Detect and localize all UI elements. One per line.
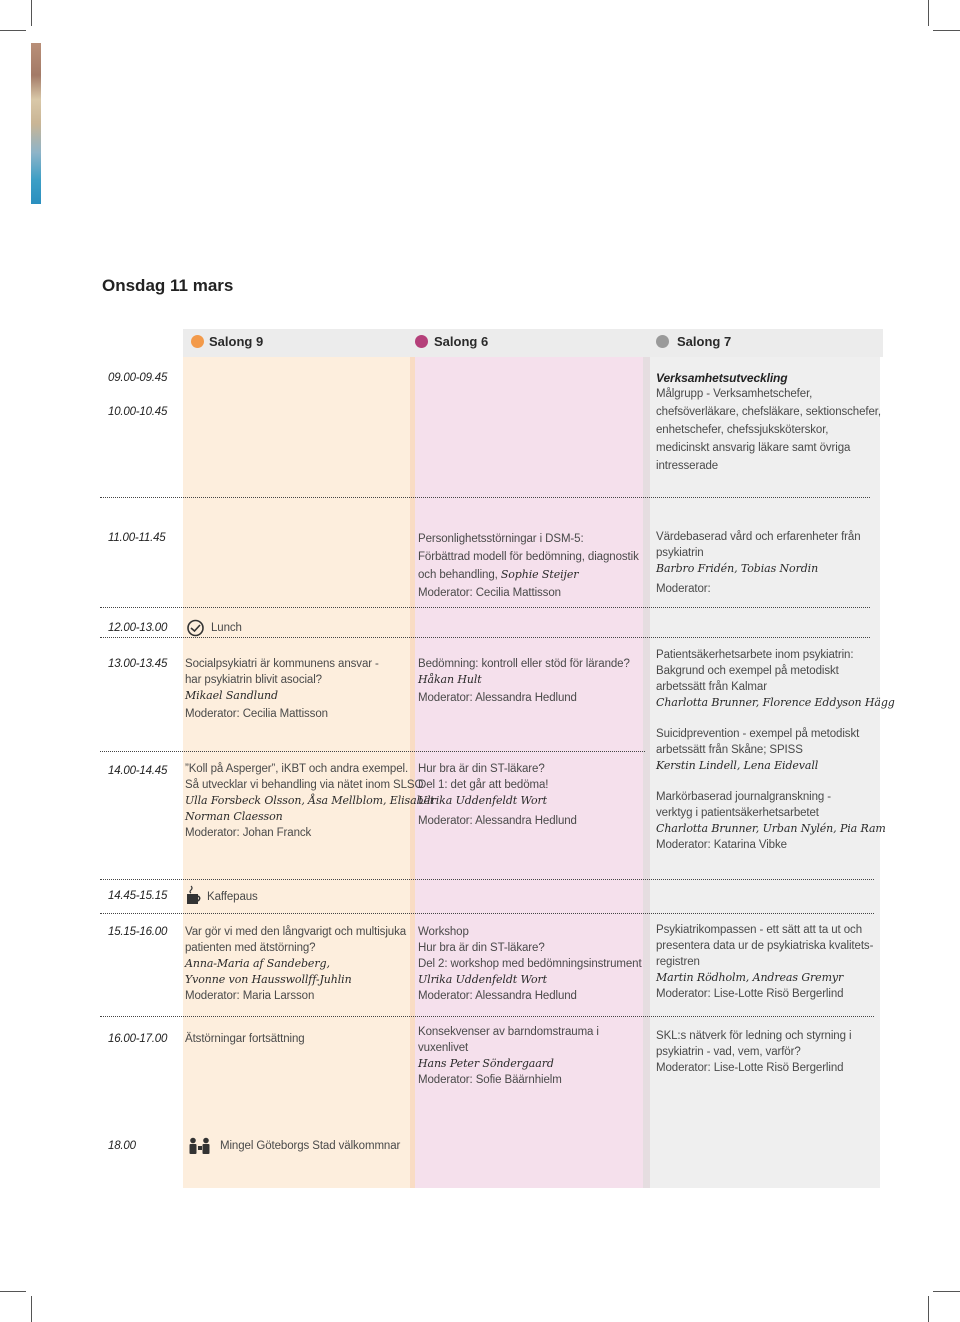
session-psykiatrikompassen: [656, 922, 873, 1002]
speaker: Ulrika Uddenfeldt Wort: [418, 973, 547, 986]
crop-mark: [933, 30, 960, 31]
separator: [100, 637, 870, 638]
text-line: Markörbaserad journalgranskning -: [656, 791, 832, 803]
moderator: Moderator: Cecilia Mattisson: [185, 708, 328, 720]
session-suicidprevention: [656, 726, 859, 774]
time-slot: 14.45-15.15: [108, 890, 168, 902]
session-patientsakerhet: [656, 647, 895, 711]
page-edge-photo: [31, 43, 41, 204]
clock-icon: [186, 619, 205, 637]
speaker: Mikael Sandlund: [185, 689, 278, 702]
salong9-dot-icon: [191, 335, 204, 348]
column-divider: [643, 357, 650, 1188]
speaker: Anna-Maria af Sandeberg,: [185, 957, 330, 970]
speaker: Charlotta Brunner, Urban Nylén, Pia Ram: [656, 822, 886, 835]
moderator: Moderator: Maria Larsson: [185, 990, 315, 1002]
kaffepaus-label: Kaffepaus: [207, 891, 258, 903]
crop-mark: [0, 1291, 26, 1292]
text-line: Personlighetsstörningar i DSM-5:: [418, 533, 584, 545]
speaker: Hans Peter Söndergaard: [418, 1057, 554, 1070]
session-skl-natverk: [656, 1028, 851, 1076]
crop-mark: [933, 1291, 960, 1292]
text-line: chefsöverläkare, chefsläkare, sektionschefer,: [656, 406, 881, 418]
time-slot: 09.00-09.45: [108, 372, 168, 384]
moderator: Moderator: Katarina Vibke: [656, 839, 787, 851]
text-line: Hur bra är din ST-läkare?: [418, 942, 545, 954]
text-line: och behandling,: [418, 569, 498, 581]
mingel-label: Mingel Göteborgs Stad välkommnar: [220, 1140, 401, 1152]
moderator: Moderator: Sofie Bäärnhielm: [418, 1074, 562, 1086]
text-line: Patientsäkerhetsarbete inom psykiatrin:: [656, 649, 854, 661]
time-slot: 10.00-10.45: [108, 406, 168, 418]
speaker: Håkan Hult: [418, 673, 482, 686]
moderator: Moderator: Johan Franck: [185, 827, 312, 839]
moderator: Moderator: Alessandra Hedlund: [418, 815, 577, 827]
speaker: Sophie Steijer: [500, 568, 579, 581]
session-st-lakare-1: [418, 761, 577, 829]
text-line: presentera data ur de psykiatriska kvalitets-: [656, 940, 874, 952]
crop-mark: [928, 1296, 929, 1322]
salong6-dot-icon: [415, 335, 428, 348]
people-icon: [187, 1137, 213, 1155]
room-header-bar: [183, 329, 883, 357]
speaker: Ulla Forsbeck Olsson, Åsa Mellblom, Elisabet: [185, 794, 435, 807]
session-bedomning: [418, 656, 630, 706]
text-line: ”Koll på Asperger”, iKBT och andra exempel.: [185, 763, 409, 775]
text-line: Bedömning: kontroll eller stöd för lärande?: [418, 658, 630, 670]
text-line: psykiatrin - vad, vem, varför?: [656, 1046, 801, 1058]
text-line: medicinskt ansvarig läkare samt övriga: [656, 442, 851, 454]
session-markorbaserad: [656, 789, 886, 853]
text-line: SKL:s nätverk för ledning och styrning i: [656, 1030, 852, 1042]
session-dsm5: [418, 531, 639, 601]
text-line: Så utvecklar vi behandling via nätet inom SLSO: [185, 779, 424, 791]
speaker: Kerstin Lindell, Lena Eidevall: [656, 759, 819, 772]
crop-mark: [0, 30, 26, 31]
speaker: Martin Rödholm, Andreas Gremyr: [656, 971, 844, 984]
text-line: Socialpsykiatri är kommunens ansvar -: [185, 658, 379, 670]
session-atstorningar-fortsattning: Ätstörningar fortsättning: [185, 1033, 305, 1045]
text-line: Suicidprevention - exempel på metodiskt: [656, 728, 860, 740]
room-salong7: Salong 7: [677, 334, 732, 349]
separator: [100, 607, 870, 608]
session-title: Verksamhetsutveckling: [656, 371, 788, 385]
text-line: vuxenlivet: [418, 1042, 469, 1054]
moderator: Moderator: Lise-Lotte Risö Bergerlind: [656, 988, 844, 1000]
time-slot: 14.00-14.45: [108, 765, 168, 777]
session-socialpsykiatri: [185, 656, 379, 722]
session-barndomstrauma: [418, 1024, 599, 1088]
crop-mark: [928, 0, 929, 26]
text-line: Hur bra är din ST-läkare?: [418, 763, 545, 775]
text-line: arbetssätt från Skåne; SPISS: [656, 744, 803, 756]
text-line: Värdebaserad vård och erfarenheter från: [656, 531, 861, 543]
speaker: Norman Claesson: [185, 810, 283, 823]
page-title: Onsdag 11 mars: [102, 276, 234, 295]
separator: [100, 1016, 874, 1017]
session-asperger: [185, 761, 434, 841]
text-line: Målgrupp - Verksamhetschefer,: [656, 388, 813, 400]
text-line: Del 1: det går att bedöma!: [418, 779, 549, 791]
text-line: Psykiatrikompassen - ett sätt att ta ut och: [656, 924, 862, 936]
text-line: Workshop: [418, 926, 469, 938]
time-slot: 18.00: [108, 1140, 136, 1152]
text-line: har psykiatrin blivit asocial?: [185, 674, 322, 686]
room-salong9: Salong 9: [209, 334, 264, 349]
time-slot: 13.00-13.45: [108, 658, 168, 670]
session-verksamhetsutveckling: [656, 370, 881, 474]
lunch-label: Lunch: [211, 622, 242, 634]
text-line: psykiatrin: [656, 547, 704, 559]
coffee-cup-icon: [186, 885, 202, 905]
text-line: Del 2: workshop med bedömningsinstrument: [418, 958, 642, 970]
moderator: Moderator:: [656, 583, 711, 595]
text-line: Förbättrad modell för bedömning, diagnostik: [418, 551, 639, 563]
crop-mark: [31, 0, 32, 26]
speaker: Yvonne von Hausswollff-Juhlin: [185, 973, 352, 986]
speaker: Ulrika Uddenfeldt Wort: [418, 794, 547, 807]
speaker: Barbro Fridén, Tobias Nordin: [656, 562, 819, 575]
separator: [100, 913, 874, 914]
moderator: Moderator: Lise-Lotte Risö Bergerlind: [656, 1062, 844, 1074]
text-line: arbetssätt från Kalmar: [656, 681, 767, 693]
text-line: registren: [656, 956, 700, 968]
separator: [100, 751, 645, 752]
time-slot: 16.00-17.00: [108, 1033, 168, 1045]
text-line: patienten med ätstörning?: [185, 942, 316, 954]
room-salong6: Salong 6: [434, 334, 489, 349]
text-line: verktyg i patientsäkerhetsarbetet: [656, 807, 819, 819]
separator: [100, 879, 874, 880]
moderator: Moderator: Cecilia Mattisson: [418, 587, 561, 599]
time-slot: 15.15-16.00: [108, 926, 168, 938]
salong7-dot-icon: [656, 335, 669, 348]
crop-mark: [31, 1296, 32, 1322]
text-line: Konsekvenser av barndomstrauma i: [418, 1026, 599, 1038]
session-vardebaserad: [656, 529, 861, 597]
moderator: Moderator: Alessandra Hedlund: [418, 990, 577, 1002]
time-slot: 11.00-11.45: [108, 532, 166, 544]
moderator: Moderator: Alessandra Hedlund: [418, 692, 577, 704]
text-line: enhetschefer, chefssjuksköterskor,: [656, 424, 829, 436]
speaker: Charlotta Brunner, Florence Eddyson Hägg: [656, 696, 895, 709]
session-workshop: [418, 924, 642, 1004]
time-slot: 12.00-13.00: [108, 622, 168, 634]
text-line: Bakgrund och exempel på metodiskt: [656, 665, 839, 677]
text-line: intresserade: [656, 460, 719, 472]
separator: [100, 497, 870, 498]
text-line: Var gör vi med den långvarigt och multisjuka: [185, 926, 407, 938]
session-atstorning: [185, 924, 406, 1004]
